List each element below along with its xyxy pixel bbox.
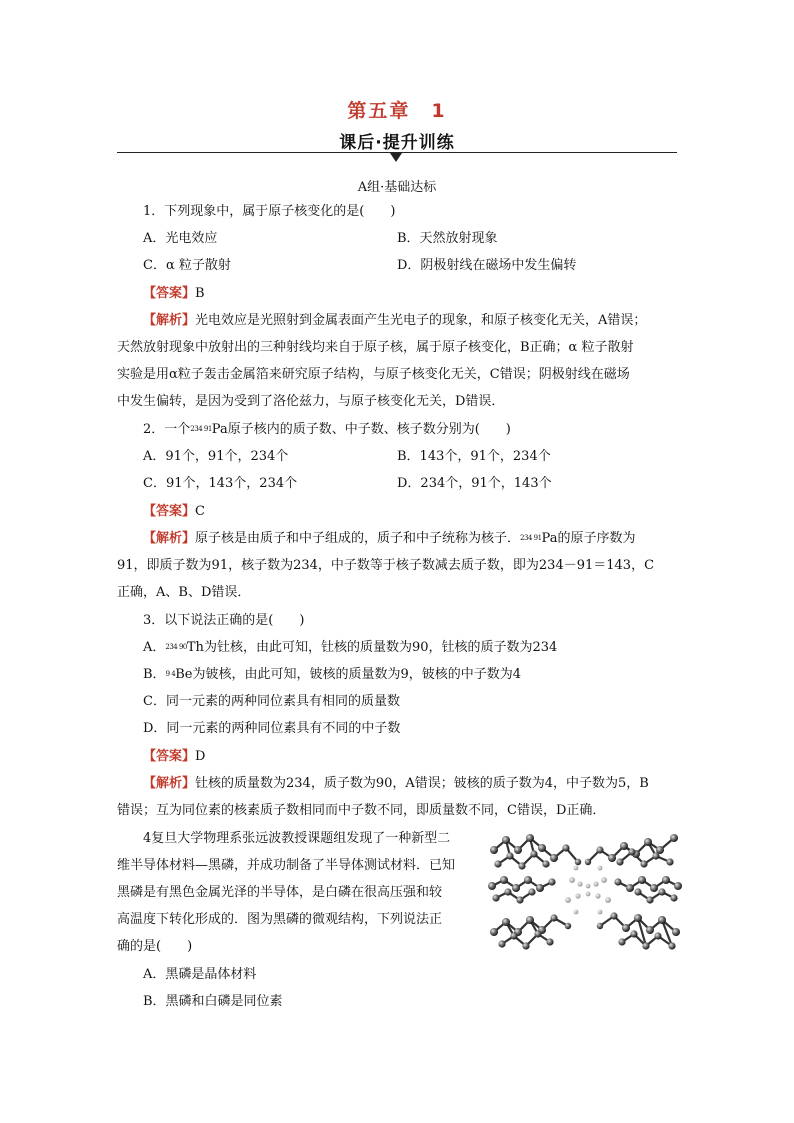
nuclide-symbol: Be	[175, 667, 193, 682]
q4-stem-line-3: 黑磷是有黑色金属光泽的半导体，是白磷在很高压强和较	[117, 885, 443, 900]
q2-analysis-line-2: 91，即质子数为91，核子数为234，中子数等于核子数减去质子数，即为234－91＝143，C	[117, 558, 655, 573]
option-text: 为钍核，由此可知，钍核的质量数为90，钍核的质子数为234	[203, 640, 558, 655]
q4-stem-line-5: 确的是( )	[117, 939, 193, 954]
q2-stem-post: 原子核内的质子数、中子数、核子数分别为( )	[227, 422, 511, 437]
black-phosphorus-structure-figure	[488, 828, 682, 952]
q1-analysis-line-1	[143, 311, 646, 331]
analysis-label: 【解析】	[143, 313, 196, 328]
q2-stem	[143, 420, 511, 440]
q3-option-a	[143, 638, 557, 658]
q3-analysis-line-1	[143, 774, 649, 794]
q3-option-d: D．同一元素的两种同位素具有不同的中子数	[143, 721, 401, 736]
q4-option-b: B．黑磷和白磷是同位素	[143, 994, 283, 1009]
q1-option-b: B．天然放射现象	[397, 231, 498, 246]
q2-option-a: A．91个，91个，234个	[143, 449, 289, 464]
section-subtitle: 课后·提升训练	[339, 133, 455, 153]
analysis-text: 光电效应是光照射到金属表面产生光电子的现象，和原子核变化无关，A错误；	[195, 313, 647, 328]
q1-option-a: A．光电效应	[143, 231, 218, 246]
analysis-label: 【解析】	[143, 531, 196, 546]
q3-option-b	[143, 665, 521, 685]
q3-analysis-line-2: 错误；互为同位素的核素质子数相同而中子数不同，即质量数不同，C错误，D正确．	[117, 803, 606, 818]
answer-value: C	[195, 504, 205, 519]
q2-analysis-line-3: 正确，A、B、D错误．	[117, 585, 251, 600]
option-letter: B．	[143, 667, 166, 682]
q3-answer	[143, 747, 205, 767]
answer-label: 【答案】	[143, 749, 196, 764]
q1-analysis-line-4: 中发生偏转，是因为受到了洛伦兹力，与原子核变化无关，D错误．	[117, 394, 505, 409]
nuclide-superscript: 9 4	[165, 670, 176, 678]
chapter-title: 第五章 1	[347, 100, 447, 122]
q2-analysis-line-1	[143, 529, 635, 549]
analysis-text: 钍核的质量数为234，质子数为90，A错误；铍核的质子数为4，中子数为5，B	[195, 776, 649, 791]
q1-analysis-line-2: 天然放射现象中放射出的三种射线均来自于原子核，属于原子核变化，B正确；α 粒子散射	[117, 340, 634, 355]
answer-label: 【答案】	[143, 504, 196, 519]
nuclide-symbol: Pa	[541, 531, 558, 546]
q4-stem-line-4: 高温度下转化形成的．图为黑磷的微观结构，下列说法正	[117, 912, 443, 927]
q3-stem: 3．以下说法正确的是( )	[143, 613, 305, 628]
analysis-text: 原子核是由质子和中子组成的，质子和中子统称为核子．	[195, 531, 521, 546]
answer-value: D	[195, 749, 206, 764]
rule-arrow-icon	[390, 153, 402, 162]
q1-analysis-line-3: 实验是用α粒子轰击金属箔来研究原子结构，与原子核变化无关，C错误；阴极射线在磁场	[117, 367, 630, 382]
q2-option-c: C．91个，143个，234个	[143, 476, 298, 491]
answer-value: B	[195, 286, 205, 301]
q4-option-a: A．黑磷是晶体材料	[143, 967, 257, 982]
q2-answer	[143, 502, 205, 522]
q1-answer	[143, 284, 205, 304]
q1-option-c: C．α 粒子散射	[143, 258, 231, 273]
analysis-label: 【解析】	[143, 776, 196, 791]
q1-stem: 1．下列现象中，属于原子核变化的是( )	[143, 204, 396, 219]
q1-option-d: D．阴极射线在磁场中发生偏转	[397, 258, 577, 273]
q2-stem-pre: 2．一个	[143, 422, 191, 437]
q2-option-d: D．234个，91个，143个	[397, 476, 552, 491]
q3-option-c: C．同一元素的两种同位素具有相同的质量数	[143, 694, 400, 709]
nuclide-symbol: Th	[186, 640, 204, 655]
group-heading: A组·基础达标	[357, 180, 437, 195]
answer-label: 【答案】	[143, 286, 196, 301]
nuclide-symbol: Pa	[211, 422, 228, 437]
analysis-text: 的原子序数为	[557, 531, 636, 546]
nuclide-superscript: 234 91	[520, 534, 542, 542]
q2-option-b: B．143个，91个，234个	[397, 449, 551, 464]
q4-stem-line-1: 4复旦大学物理系张远波教授课题组发现了一种新型二	[143, 831, 451, 846]
nuclide-superscript: 234 90	[165, 643, 187, 651]
nuclide-superscript: 234 91	[190, 425, 212, 433]
option-letter: A．	[143, 640, 166, 655]
central-atoms	[565, 866, 611, 915]
q4-stem-line-2: 维半导体材料—黑磷，并成功制备了半导体测试材料．已知	[117, 858, 456, 873]
option-text: 为铍核，由此可知，铍核的质量数为9，铍核的中子数为4	[192, 667, 521, 682]
